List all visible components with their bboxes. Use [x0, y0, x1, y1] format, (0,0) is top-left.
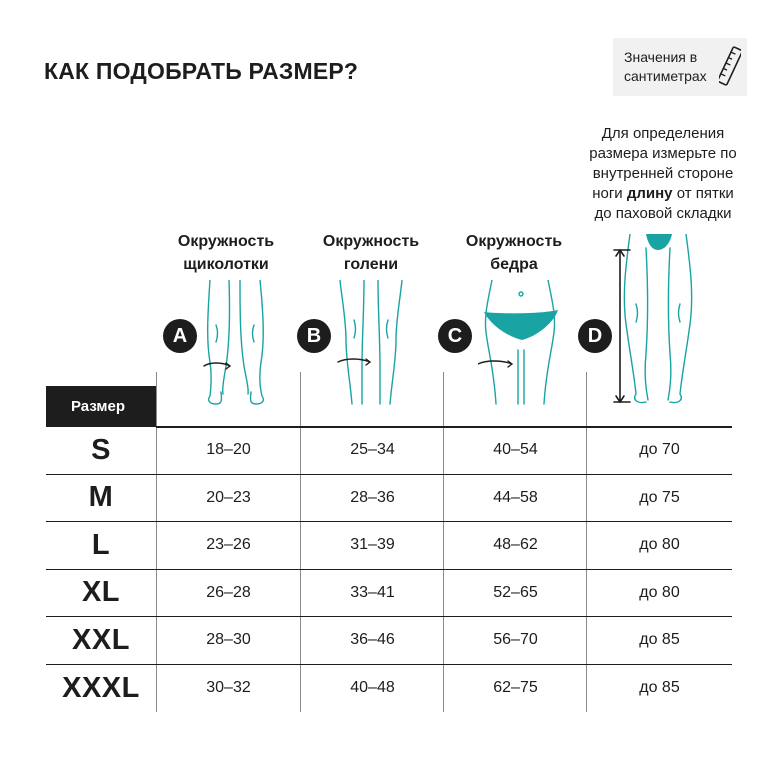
size-table [46, 426, 732, 712]
measure-instruction [568, 124, 758, 224]
calf-cell: 28–36 [350, 488, 395, 506]
table-row [46, 521, 732, 569]
thigh-cell: 56–70 [493, 631, 538, 649]
thigh-cell: 62–75 [493, 679, 538, 696]
thigh-legs-illustration [478, 280, 568, 408]
ankle-cell: 26–28 [206, 583, 251, 601]
ankle-cell: 18–20 [206, 441, 251, 459]
length-legs-illustration [608, 234, 708, 408]
ankle-cell: 23–26 [206, 536, 251, 554]
calf-cell: 25–34 [350, 441, 395, 459]
column-label-line: Окружность [177, 233, 275, 250]
column-label-line: Окружность [322, 233, 420, 250]
ruler-icon [719, 44, 741, 88]
length-cell: до 80 [639, 583, 680, 601]
badge-a: A [163, 319, 197, 353]
size-cell: XXL [72, 623, 130, 656]
ankle-cell: 20–23 [206, 488, 251, 506]
size-column-header: Размер [46, 386, 156, 426]
measure-instruction-line: размера измерьте по [589, 145, 737, 162]
calf-cell: 33–41 [350, 583, 395, 601]
column-label-line: Окружность [465, 233, 563, 250]
size-cell: XXXL [62, 671, 140, 704]
badge-d: D [578, 319, 612, 353]
ankle-cell: 28–30 [206, 631, 251, 649]
column-label-thigh [444, 230, 584, 276]
length-cell: до 75 [639, 488, 680, 506]
column-label-line: щиколотки [183, 256, 269, 273]
measure-instruction-line: ноги [592, 185, 627, 202]
column-label-line: голени [343, 256, 399, 273]
column-label-ankle [156, 230, 296, 276]
table-row [46, 474, 732, 522]
length-cell: до 85 [639, 679, 680, 696]
table-row [46, 569, 732, 617]
units-note-text: Значения в сантиметрах [624, 49, 707, 84]
calf-legs-illustration [336, 280, 416, 408]
ankle-cell: 30–32 [206, 679, 251, 696]
size-cell: M [88, 481, 114, 514]
length-cell: до 85 [639, 631, 680, 649]
calf-cell: 31–39 [350, 536, 395, 554]
thigh-cell: 40–54 [493, 441, 538, 459]
measure-instruction-line: Для определения [601, 125, 725, 142]
thigh-cell: 48–62 [493, 536, 538, 554]
size-header-corner [146, 386, 156, 426]
length-cell: до 80 [639, 536, 680, 554]
thigh-cell: 44–58 [493, 488, 538, 506]
calf-cell: 40–48 [350, 679, 395, 696]
column-label-line: бедра [490, 256, 538, 273]
size-cell: S [91, 433, 111, 466]
table-row [46, 616, 732, 664]
page-title: КАК ПОДОБРАТЬ РАЗМЕР? [44, 58, 359, 84]
table-row [46, 426, 732, 474]
size-cell: XL [81, 576, 121, 609]
measure-instruction-line: внутренней стороне [592, 165, 734, 182]
badge-c: C [438, 319, 472, 353]
thigh-cell: 52–65 [493, 583, 538, 601]
units-note [613, 38, 747, 96]
calf-cell: 36–46 [350, 631, 395, 649]
ankle-legs-illustration [196, 280, 276, 408]
measure-instruction-line: до паховой складки [594, 205, 732, 222]
measure-instruction-line: от пятки [672, 185, 734, 202]
measure-instruction-bold: длину [626, 185, 673, 202]
size-cell: L [91, 528, 111, 561]
badge-b: B [297, 319, 331, 353]
table-row [46, 664, 732, 712]
length-cell: до 70 [639, 441, 680, 459]
column-label-calf [301, 230, 441, 276]
